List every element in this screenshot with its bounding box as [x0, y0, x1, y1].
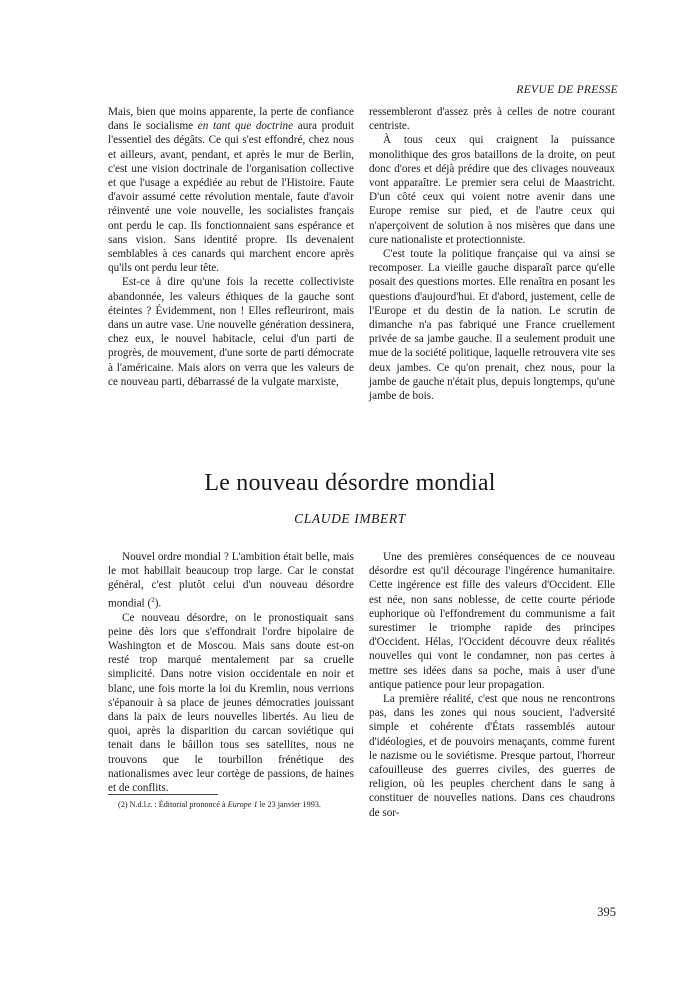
text: le 23 janvier 1993. [257, 800, 321, 809]
emphasis: en tant que doctrine [197, 120, 294, 133]
footnote-marker: (2) [118, 800, 128, 809]
text: Nouvel ordre mondial ? L'ambition était belle, mais le mot habillait beaucoup trop large. Car le constat général, c'est plutôt celui d'un nouveau désordre mondial ( [108, 551, 354, 610]
article-title: Le nouveau désordre mondial [204, 470, 496, 496]
text: Mais, bien que moins apparente, la perte de confiance dans le socialisme [108, 106, 354, 133]
footnote [118, 800, 321, 809]
paragraph: Une des premières conséquences de ce nouveau désordre est qu'il décourage l'ingérence humanitaire. Cette ingérence est fille des valeurs d'Occident. Elle est née, non sans noblesse, de cette courte période euphorique où l'effondrement du communisme a fait surestimer le triomphe rapide des principes d'Occident. Hélas, l'Occident découvre deux réalités nouvelles qui vont le condamner, non pas certes à mettre ses idées dans sa poche, mais à user d'une antique patience pour leur propagation. [369, 551, 615, 691]
paragraph: Ce nouveau désordre, on le pronostiquait sans peine dès lors que s'effondrait l'ordre bipolaire de Washington et de Moscou. Mais sans doute est-on resté trop marqué mentalement par sa cruelle simplicité. Dans notre vision occidentale en noir et blanc, une fois morte la loi du Kremlin, nous verrions s'épanouir à sa place de jeunes démocraties jouissant dans la paix de leurs nouvelles libertés. Au lieu de quoi, après la disparition du carcan soviétique qui tenait dans le bâillon tous ses satellites, nous ne trouvons que le tourbillon frénétique des nationalismes avec leur cortège de passions, de haines et de conflits. [108, 611, 354, 794]
article-author: CLAUDE IMBERT [294, 511, 406, 526]
footnote-ref: 2 [151, 595, 155, 604]
text: N.d.l.r. : Éditorial prononcé à [127, 800, 228, 809]
paragraph: La première réalité, c'est que nous ne rencontrons pas, dans les zones qui nous soucient, l'adversité simple et cohérente d'États rassemblés autour d'idéologies, et de pouvoirs menaçants, comme furent le nazisme ou le soviétisme. Presque partout, l'horreur cafouilleuse des guerres civiles, des guerres de religion, où les peuples cherchent dans le sang à constituer de nouvelles nations. Dans ces chaudrons de sor- [369, 693, 615, 819]
paragraph: C'est toute la politique française qui va ainsi se recomposer. La vieille gauche disparaît parce qu'elle posait des questions mortes. Elle renaîtra en posant les questions d'aujourd'hui. Et d'abord, justement, celle de l'Europe et du destin de la nation. Le scrutin de dimanche n'a pas fabriqué une France cruellement privée de sa jambe gauche. Il a seulement produit une mue de la société politique, laquelle retrouvera vite ses deux jambes. Ce qu'on prenait, chez nous, pour la jambe de gauche n'était plus, depuis longtemps, qu'une jambe de bois. [369, 248, 615, 403]
text: aura produit l'essentiel des dégâts. Ce qui s'est effondré, chez nous et ailleurs, avant, pendant, et après le mur de Berlin, c'est une vision doctrinale de l'organisation collective et que l'usage a expédiée au rebut de l'Histoire. Faute d'avoir assumé cette révolution mentale, faute d'avoir réinventé une voie nouvelle, les socialistes français ont perdu le cap. Ils fonctionnaient sans espérance et sans vision. Sans identité propre. Ils devenaient semblables à ces canards qui marchent encore après qu'ils ont perdu leur tête. [108, 120, 354, 275]
article-column-2 [369, 550, 615, 820]
running-header: REVUE DE PRESSE [516, 84, 618, 96]
paragraph [108, 105, 354, 275]
paragraph [108, 550, 354, 611]
paragraph: À tous ceux qui craignent la puissance monolithique des gros bataillons de la droite, on peut donc d'ores et déjà prédire que des clivages nouveaux vont apparaître. Le premier sera celui de Maastricht. D'un côté ceux qui voient notre avenir dans une Europe remise sur pied, et de l'autre ceux qui n'aperçoivent de solution à nos misères que dans une cure nationaliste et protectionniste. [369, 134, 615, 246]
paragraph: ressembleront d'assez près à celles de notre courant centriste. [369, 106, 615, 133]
paragraph: Est-ce à dire qu'une fois la recette collectiviste abandonnée, les valeurs éthiques de la gauche sont éteintes ? Évidemment, non ! Elles refleuriront, mais dans un autre vase. Une nouvelle génération dessinera, chez eux, le nouvel habitacle, celui d'un parti de progrès, de mouvement, d'une sorte de parti démocrate à l'américaine. Mais alors on verra que les valeurs de ce nouveau parti, débarrassé de la vulgate marxiste, [108, 276, 354, 388]
footnote-rule [108, 794, 218, 795]
emphasis: Europe 1 [227, 800, 258, 809]
page-number: 395 [597, 905, 616, 919]
previous-article-column-2 [369, 105, 615, 403]
article-column-1 [108, 550, 354, 795]
previous-article-column-1 [108, 105, 354, 389]
text: ). [154, 597, 162, 610]
